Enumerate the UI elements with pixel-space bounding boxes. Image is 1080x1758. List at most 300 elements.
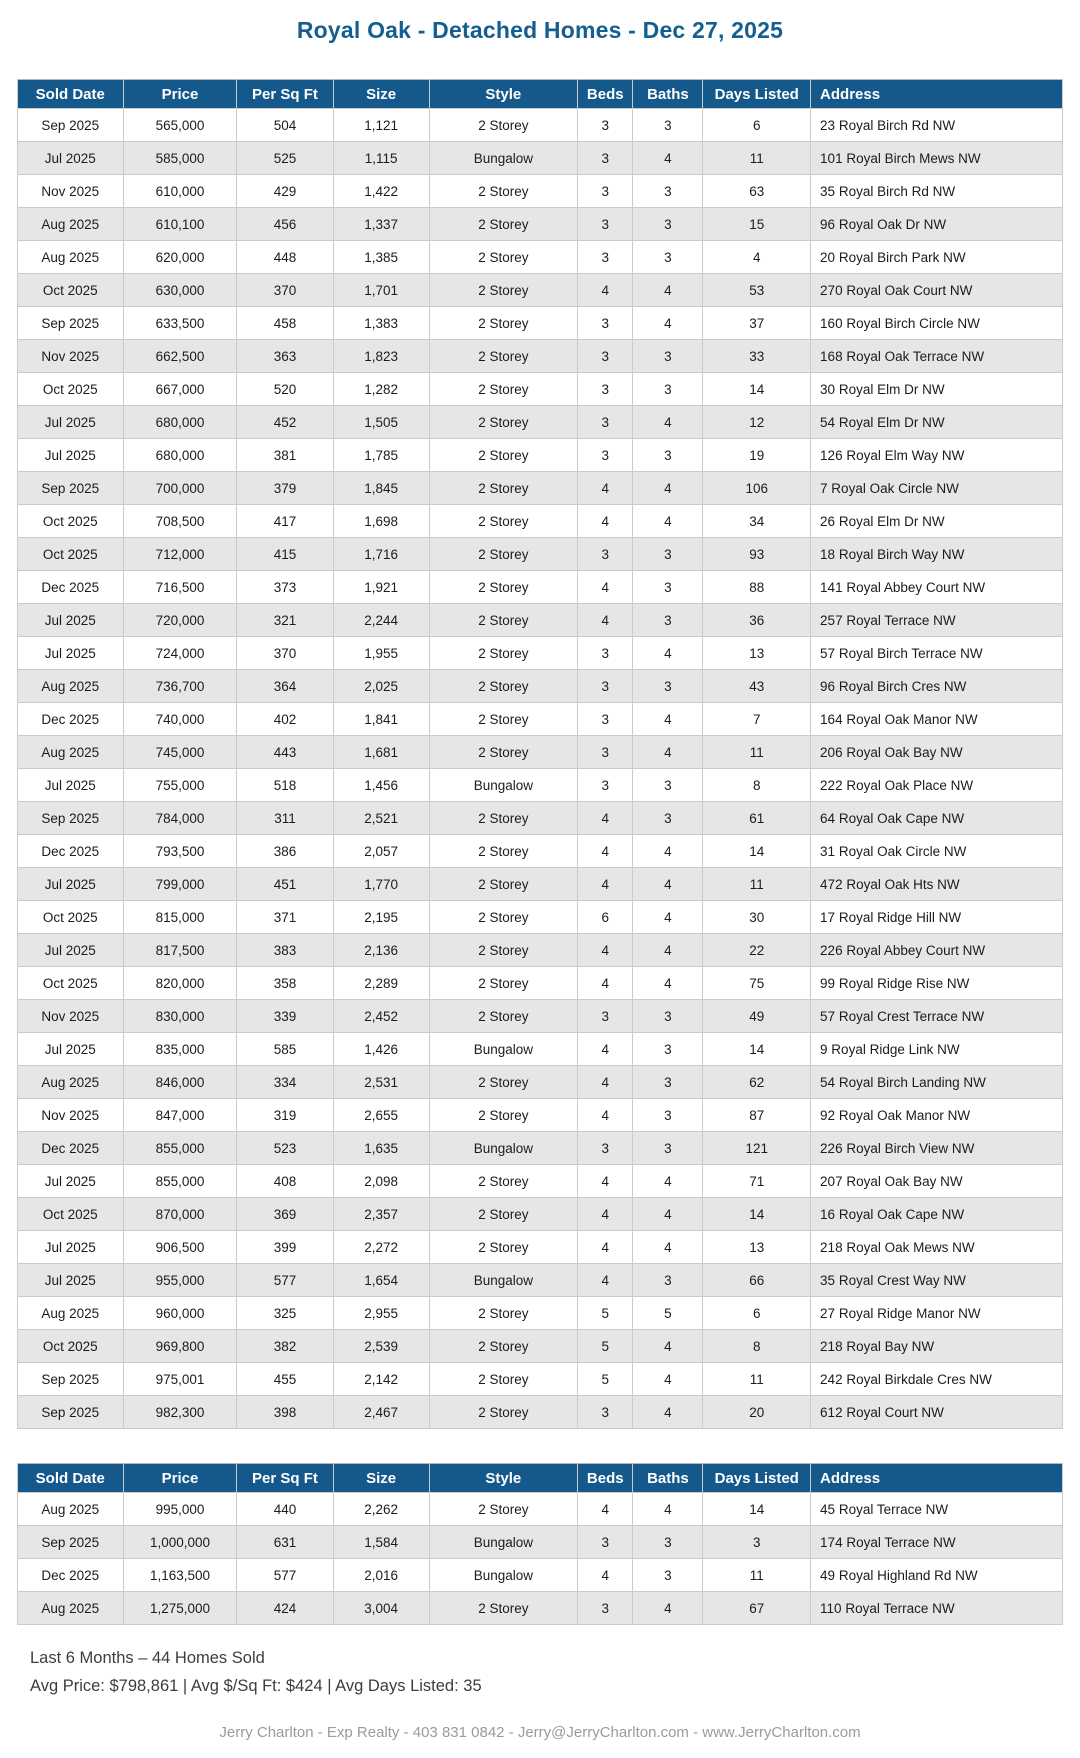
cell-address: 164 Royal Oak Manor NW [811, 703, 1063, 736]
cell-size: 1,681 [333, 736, 429, 769]
cell-beds: 3 [578, 406, 633, 439]
cell-style: 2 Storey [429, 373, 577, 406]
cell-style: 2 Storey [429, 1165, 577, 1198]
cell-per-sq-ft: 369 [237, 1198, 333, 1231]
cell-address: 206 Royal Oak Bay NW [811, 736, 1063, 769]
cell-per-sq-ft: 452 [237, 406, 333, 439]
summary-averages: Avg Price: $798,861 | Avg $/Sq Ft: $424 | Avg Days Listed: 35 [30, 1677, 482, 1695]
table-row [18, 241, 1063, 274]
cell-baths: 4 [633, 703, 703, 736]
cell-baths: 4 [633, 142, 703, 175]
cell-days-listed: 7 [703, 703, 811, 736]
cell-baths: 3 [633, 769, 703, 802]
cell-per-sq-ft: 334 [237, 1066, 333, 1099]
cell-size: 2,289 [333, 967, 429, 1000]
cell-beds: 4 [578, 472, 633, 505]
cell-size: 2,452 [333, 1000, 429, 1033]
cell-style: Bungalow [429, 1033, 577, 1066]
cell-style: 2 Storey [429, 208, 577, 241]
cell-size: 1,654 [333, 1264, 429, 1297]
cell-beds: 3 [578, 538, 633, 571]
page-title: Royal Oak - Detached Homes - Dec 27, 2025 [296, 17, 784, 43]
cell-address: 218 Royal Bay NW [811, 1330, 1063, 1363]
cell-size: 1,385 [333, 241, 429, 274]
cell-days-listed: 20 [703, 1396, 811, 1429]
cell-sold-date: Jul 2025 [18, 769, 124, 802]
cell-price: 995,000 [123, 1493, 237, 1526]
table-row [18, 835, 1063, 868]
cell-price: 662,500 [123, 340, 237, 373]
cell-sold-date: Oct 2025 [18, 538, 124, 571]
cell-size: 2,057 [333, 835, 429, 868]
column-header-price: Price [123, 80, 237, 109]
cell-sold-date: Jul 2025 [18, 142, 124, 175]
cell-days-listed: 63 [703, 175, 811, 208]
cell-address: 64 Royal Oak Cape NW [811, 802, 1063, 835]
cell-baths: 4 [633, 472, 703, 505]
cell-days-listed: 67 [703, 1592, 811, 1625]
cell-baths: 4 [633, 307, 703, 340]
cell-address: 57 Royal Crest Terrace NW [811, 1000, 1063, 1033]
cell-size: 1,426 [333, 1033, 429, 1066]
cell-baths: 4 [633, 736, 703, 769]
cell-style: 2 Storey [429, 241, 577, 274]
table-row [18, 1000, 1063, 1033]
cell-address: 35 Royal Birch Rd NW [811, 175, 1063, 208]
cell-address: 49 Royal Highland Rd NW [811, 1559, 1063, 1592]
cell-style: 2 Storey [429, 406, 577, 439]
cell-sold-date: Nov 2025 [18, 1000, 124, 1033]
cell-baths: 4 [633, 1493, 703, 1526]
cell-per-sq-ft: 379 [237, 472, 333, 505]
cell-sold-date: Dec 2025 [18, 835, 124, 868]
cell-per-sq-ft: 417 [237, 505, 333, 538]
cell-days-listed: 121 [703, 1132, 811, 1165]
cell-address: 54 Royal Birch Landing NW [811, 1066, 1063, 1099]
cell-price: 724,000 [123, 637, 237, 670]
table-row [18, 1165, 1063, 1198]
cell-price: 700,000 [123, 472, 237, 505]
summary-block [30, 1649, 1080, 1696]
cell-per-sq-ft: 429 [237, 175, 333, 208]
cell-size: 2,272 [333, 1231, 429, 1264]
cell-beds: 4 [578, 967, 633, 1000]
cell-beds: 3 [578, 439, 633, 472]
cell-price: 982,300 [123, 1396, 237, 1429]
cell-style: 2 Storey [429, 1198, 577, 1231]
cell-baths: 3 [633, 538, 703, 571]
cell-sold-date: Aug 2025 [18, 1066, 124, 1099]
cell-size: 2,136 [333, 934, 429, 967]
cell-beds: 4 [578, 1493, 633, 1526]
cell-per-sq-ft: 585 [237, 1033, 333, 1066]
table-row [18, 1033, 1063, 1066]
cell-size: 2,539 [333, 1330, 429, 1363]
table-header-row [18, 1464, 1063, 1493]
cell-style: 2 Storey [429, 1231, 577, 1264]
cell-price: 847,000 [123, 1099, 237, 1132]
cell-beds: 3 [578, 1592, 633, 1625]
table-row [18, 373, 1063, 406]
cell-address: 54 Royal Elm Dr NW [811, 406, 1063, 439]
cell-price: 610,100 [123, 208, 237, 241]
cell-baths: 4 [633, 868, 703, 901]
cell-sold-date: Jul 2025 [18, 1264, 124, 1297]
cell-size: 2,098 [333, 1165, 429, 1198]
cell-days-listed: 6 [703, 1297, 811, 1330]
cell-baths: 3 [633, 373, 703, 406]
cell-style: 2 Storey [429, 901, 577, 934]
cell-days-listed: 87 [703, 1099, 811, 1132]
cell-price: 955,000 [123, 1264, 237, 1297]
cell-beds: 4 [578, 1264, 633, 1297]
table-row [18, 307, 1063, 340]
column-header-style: Style [429, 1464, 577, 1493]
cell-sold-date: Jul 2025 [18, 1231, 124, 1264]
cell-per-sq-ft: 382 [237, 1330, 333, 1363]
cell-address: 57 Royal Birch Terrace NW [811, 637, 1063, 670]
cell-style: 2 Storey [429, 868, 577, 901]
cell-days-listed: 15 [703, 208, 811, 241]
cell-days-listed: 62 [703, 1066, 811, 1099]
cell-size: 1,422 [333, 175, 429, 208]
cell-per-sq-ft: 399 [237, 1231, 333, 1264]
cell-size: 2,195 [333, 901, 429, 934]
table-row [18, 703, 1063, 736]
cell-beds: 3 [578, 703, 633, 736]
cell-beds: 3 [578, 670, 633, 703]
cell-per-sq-ft: 321 [237, 604, 333, 637]
cell-sold-date: Oct 2025 [18, 274, 124, 307]
cell-size: 1,337 [333, 208, 429, 241]
cell-beds: 3 [578, 208, 633, 241]
cell-sold-date: Jul 2025 [18, 1165, 124, 1198]
cell-sold-date: Jul 2025 [18, 868, 124, 901]
cell-baths: 4 [633, 1363, 703, 1396]
cell-baths: 3 [633, 241, 703, 274]
cell-beds: 3 [578, 307, 633, 340]
cell-sold-date: Aug 2025 [18, 208, 124, 241]
cell-per-sq-ft: 440 [237, 1493, 333, 1526]
cell-size: 1,770 [333, 868, 429, 901]
cell-address: 141 Royal Abbey Court NW [811, 571, 1063, 604]
cell-price: 784,000 [123, 802, 237, 835]
cell-beds: 5 [578, 1297, 633, 1330]
cell-days-listed: 30 [703, 901, 811, 934]
cell-per-sq-ft: 455 [237, 1363, 333, 1396]
cell-per-sq-ft: 370 [237, 637, 333, 670]
cell-sold-date: Aug 2025 [18, 1592, 124, 1625]
cell-baths: 4 [633, 1592, 703, 1625]
cell-beds: 4 [578, 802, 633, 835]
cell-baths: 4 [633, 505, 703, 538]
cell-days-listed: 14 [703, 1033, 811, 1066]
cell-sold-date: Aug 2025 [18, 736, 124, 769]
cell-address: 45 Royal Terrace NW [811, 1493, 1063, 1526]
cell-price: 667,000 [123, 373, 237, 406]
cell-beds: 4 [578, 1033, 633, 1066]
cell-days-listed: 61 [703, 802, 811, 835]
cell-address: 7 Royal Oak Circle NW [811, 472, 1063, 505]
cell-days-listed: 75 [703, 967, 811, 1000]
cell-address: 31 Royal Oak Circle NW [811, 835, 1063, 868]
cell-days-listed: 3 [703, 1526, 811, 1559]
table-row [18, 1330, 1063, 1363]
cell-days-listed: 8 [703, 1330, 811, 1363]
cell-per-sq-ft: 319 [237, 1099, 333, 1132]
cell-size: 1,383 [333, 307, 429, 340]
cell-address: 99 Royal Ridge Rise NW [811, 967, 1063, 1000]
cell-size: 1,282 [333, 373, 429, 406]
cell-days-listed: 71 [703, 1165, 811, 1198]
table-row [18, 1396, 1063, 1429]
cell-style: 2 Storey [429, 802, 577, 835]
cell-size: 1,635 [333, 1132, 429, 1165]
cell-size: 2,955 [333, 1297, 429, 1330]
cell-baths: 3 [633, 670, 703, 703]
table-row [18, 1297, 1063, 1330]
cell-days-listed: 11 [703, 1363, 811, 1396]
cell-price: 585,000 [123, 142, 237, 175]
summary-homes-sold: Last 6 Months – 44 Homes Sold [30, 1649, 265, 1667]
cell-baths: 3 [633, 1559, 703, 1592]
cell-style: 2 Storey [429, 1493, 577, 1526]
cell-style: 2 Storey [429, 1066, 577, 1099]
cell-sold-date: Sep 2025 [18, 1526, 124, 1559]
cell-style: 2 Storey [429, 340, 577, 373]
cell-price: 969,800 [123, 1330, 237, 1363]
column-header-price: Price [123, 1464, 237, 1493]
cell-size: 1,584 [333, 1526, 429, 1559]
cell-baths: 3 [633, 340, 703, 373]
cell-price: 906,500 [123, 1231, 237, 1264]
cell-days-listed: 14 [703, 835, 811, 868]
cell-days-listed: 14 [703, 1493, 811, 1526]
cell-beds: 4 [578, 1099, 633, 1132]
cell-size: 2,521 [333, 802, 429, 835]
cell-style: 2 Storey [429, 967, 577, 1000]
cell-per-sq-ft: 525 [237, 142, 333, 175]
table-row [18, 1592, 1063, 1625]
column-header-days-listed: Days Listed [703, 80, 811, 109]
cell-address: 110 Royal Terrace NW [811, 1592, 1063, 1625]
cell-beds: 3 [578, 1396, 633, 1429]
cell-days-listed: 93 [703, 538, 811, 571]
cell-price: 680,000 [123, 406, 237, 439]
cell-price: 835,000 [123, 1033, 237, 1066]
cell-beds: 3 [578, 736, 633, 769]
cell-price: 793,500 [123, 835, 237, 868]
cell-price: 633,500 [123, 307, 237, 340]
cell-baths: 3 [633, 109, 703, 142]
cell-price: 1,000,000 [123, 1526, 237, 1559]
cell-per-sq-ft: 577 [237, 1559, 333, 1592]
cell-sold-date: Sep 2025 [18, 307, 124, 340]
cell-sold-date: Oct 2025 [18, 901, 124, 934]
cell-size: 1,505 [333, 406, 429, 439]
column-header-address: Address [811, 1464, 1063, 1493]
cell-sold-date: Jul 2025 [18, 1033, 124, 1066]
cell-style: 2 Storey [429, 1099, 577, 1132]
cell-address: 226 Royal Abbey Court NW [811, 934, 1063, 967]
cell-days-listed: 13 [703, 1231, 811, 1264]
cell-beds: 3 [578, 373, 633, 406]
cell-sold-date: Dec 2025 [18, 571, 124, 604]
cell-per-sq-ft: 398 [237, 1396, 333, 1429]
cell-baths: 4 [633, 1231, 703, 1264]
table-row [18, 1066, 1063, 1099]
cell-sold-date: Sep 2025 [18, 1396, 124, 1429]
cell-per-sq-ft: 370 [237, 274, 333, 307]
cell-beds: 4 [578, 1231, 633, 1264]
cell-price: 740,000 [123, 703, 237, 736]
cell-baths: 4 [633, 637, 703, 670]
table-row [18, 472, 1063, 505]
cell-sold-date: Sep 2025 [18, 802, 124, 835]
cell-size: 1,716 [333, 538, 429, 571]
cell-style: 2 Storey [429, 1396, 577, 1429]
cell-style: 2 Storey [429, 1000, 577, 1033]
cell-address: 9 Royal Ridge Link NW [811, 1033, 1063, 1066]
cell-style: 2 Storey [429, 637, 577, 670]
cell-sold-date: Jul 2025 [18, 637, 124, 670]
cell-baths: 3 [633, 208, 703, 241]
cell-baths: 4 [633, 901, 703, 934]
cell-per-sq-ft: 373 [237, 571, 333, 604]
table-row [18, 274, 1063, 307]
cell-sold-date: Nov 2025 [18, 175, 124, 208]
cell-price: 846,000 [123, 1066, 237, 1099]
column-header-address: Address [811, 80, 1063, 109]
cell-price: 960,000 [123, 1297, 237, 1330]
cell-sold-date: Jul 2025 [18, 604, 124, 637]
footer-contact: Jerry Charlton - Exp Realty - 403 831 0842 - Jerry@JerryCharlton.com - www.JerryCharlton.com [219, 1724, 861, 1741]
cell-price: 1,163,500 [123, 1559, 237, 1592]
cell-address: 92 Royal Oak Manor NW [811, 1099, 1063, 1132]
cell-per-sq-ft: 448 [237, 241, 333, 274]
cell-per-sq-ft: 402 [237, 703, 333, 736]
cell-price: 855,000 [123, 1132, 237, 1165]
cell-sold-date: Aug 2025 [18, 1493, 124, 1526]
cell-beds: 3 [578, 175, 633, 208]
cell-beds: 5 [578, 1330, 633, 1363]
cell-sold-date: Jul 2025 [18, 934, 124, 967]
table-row [18, 637, 1063, 670]
cell-baths: 4 [633, 1396, 703, 1429]
cell-sold-date: Sep 2025 [18, 109, 124, 142]
cell-per-sq-ft: 381 [237, 439, 333, 472]
table-row [18, 439, 1063, 472]
cell-per-sq-ft: 518 [237, 769, 333, 802]
cell-address: 242 Royal Birkdale Cres NW [811, 1363, 1063, 1396]
cell-beds: 3 [578, 1132, 633, 1165]
cell-per-sq-ft: 520 [237, 373, 333, 406]
cell-address: 126 Royal Elm Way NW [811, 439, 1063, 472]
cell-per-sq-ft: 504 [237, 109, 333, 142]
table-row [18, 769, 1063, 802]
cell-days-listed: 14 [703, 1198, 811, 1231]
cell-price: 565,000 [123, 109, 237, 142]
cell-size: 1,955 [333, 637, 429, 670]
cell-sold-date: Dec 2025 [18, 1132, 124, 1165]
cell-address: 270 Royal Oak Court NW [811, 274, 1063, 307]
table-row [18, 538, 1063, 571]
cell-per-sq-ft: 443 [237, 736, 333, 769]
cell-address: 160 Royal Birch Circle NW [811, 307, 1063, 340]
cell-sold-date: Dec 2025 [18, 703, 124, 736]
cell-sold-date: Sep 2025 [18, 472, 124, 505]
cell-days-listed: 36 [703, 604, 811, 637]
cell-size: 1,456 [333, 769, 429, 802]
cell-price: 1,275,000 [123, 1592, 237, 1625]
table-row [18, 1264, 1063, 1297]
cell-per-sq-ft: 415 [237, 538, 333, 571]
cell-baths: 4 [633, 1165, 703, 1198]
cell-style: Bungalow [429, 1526, 577, 1559]
table-row [18, 1231, 1063, 1264]
cell-address: 207 Royal Oak Bay NW [811, 1165, 1063, 1198]
cell-days-listed: 8 [703, 769, 811, 802]
cell-baths: 3 [633, 1099, 703, 1132]
table-row [18, 175, 1063, 208]
cell-days-listed: 49 [703, 1000, 811, 1033]
cell-address: 26 Royal Elm Dr NW [811, 505, 1063, 538]
cell-baths: 3 [633, 802, 703, 835]
table-row [18, 1363, 1063, 1396]
cell-size: 1,698 [333, 505, 429, 538]
cell-address: 612 Royal Court NW [811, 1396, 1063, 1429]
cell-style: 2 Storey [429, 736, 577, 769]
cell-style: 2 Storey [429, 571, 577, 604]
cell-address: 30 Royal Elm Dr NW [811, 373, 1063, 406]
sold-homes-table-over-990k [17, 1463, 1063, 1625]
table-row [18, 109, 1063, 142]
table-row [18, 868, 1063, 901]
cell-per-sq-ft: 577 [237, 1264, 333, 1297]
cell-price: 817,500 [123, 934, 237, 967]
cell-address: 17 Royal Ridge Hill NW [811, 901, 1063, 934]
column-header-per-sq-ft: Per Sq Ft [237, 1464, 333, 1493]
cell-baths: 3 [633, 604, 703, 637]
column-header-baths: Baths [633, 80, 703, 109]
cell-per-sq-ft: 456 [237, 208, 333, 241]
cell-price: 855,000 [123, 1165, 237, 1198]
cell-beds: 3 [578, 1526, 633, 1559]
cell-size: 2,531 [333, 1066, 429, 1099]
cell-beds: 3 [578, 1000, 633, 1033]
cell-sold-date: Aug 2025 [18, 1297, 124, 1330]
cell-beds: 4 [578, 868, 633, 901]
cell-address: 16 Royal Oak Cape NW [811, 1198, 1063, 1231]
column-header-beds: Beds [578, 1464, 633, 1493]
cell-beds: 4 [578, 274, 633, 307]
cell-size: 1,701 [333, 274, 429, 307]
cell-price: 720,000 [123, 604, 237, 637]
cell-per-sq-ft: 311 [237, 802, 333, 835]
cell-days-listed: 106 [703, 472, 811, 505]
cell-beds: 4 [578, 505, 633, 538]
cell-style: 2 Storey [429, 934, 577, 967]
cell-sold-date: Dec 2025 [18, 1559, 124, 1592]
cell-baths: 4 [633, 406, 703, 439]
cell-days-listed: 66 [703, 1264, 811, 1297]
cell-days-listed: 22 [703, 934, 811, 967]
cell-days-listed: 53 [703, 274, 811, 307]
table-row [18, 505, 1063, 538]
cell-sold-date: Oct 2025 [18, 1330, 124, 1363]
cell-size: 2,142 [333, 1363, 429, 1396]
cell-size: 1,845 [333, 472, 429, 505]
